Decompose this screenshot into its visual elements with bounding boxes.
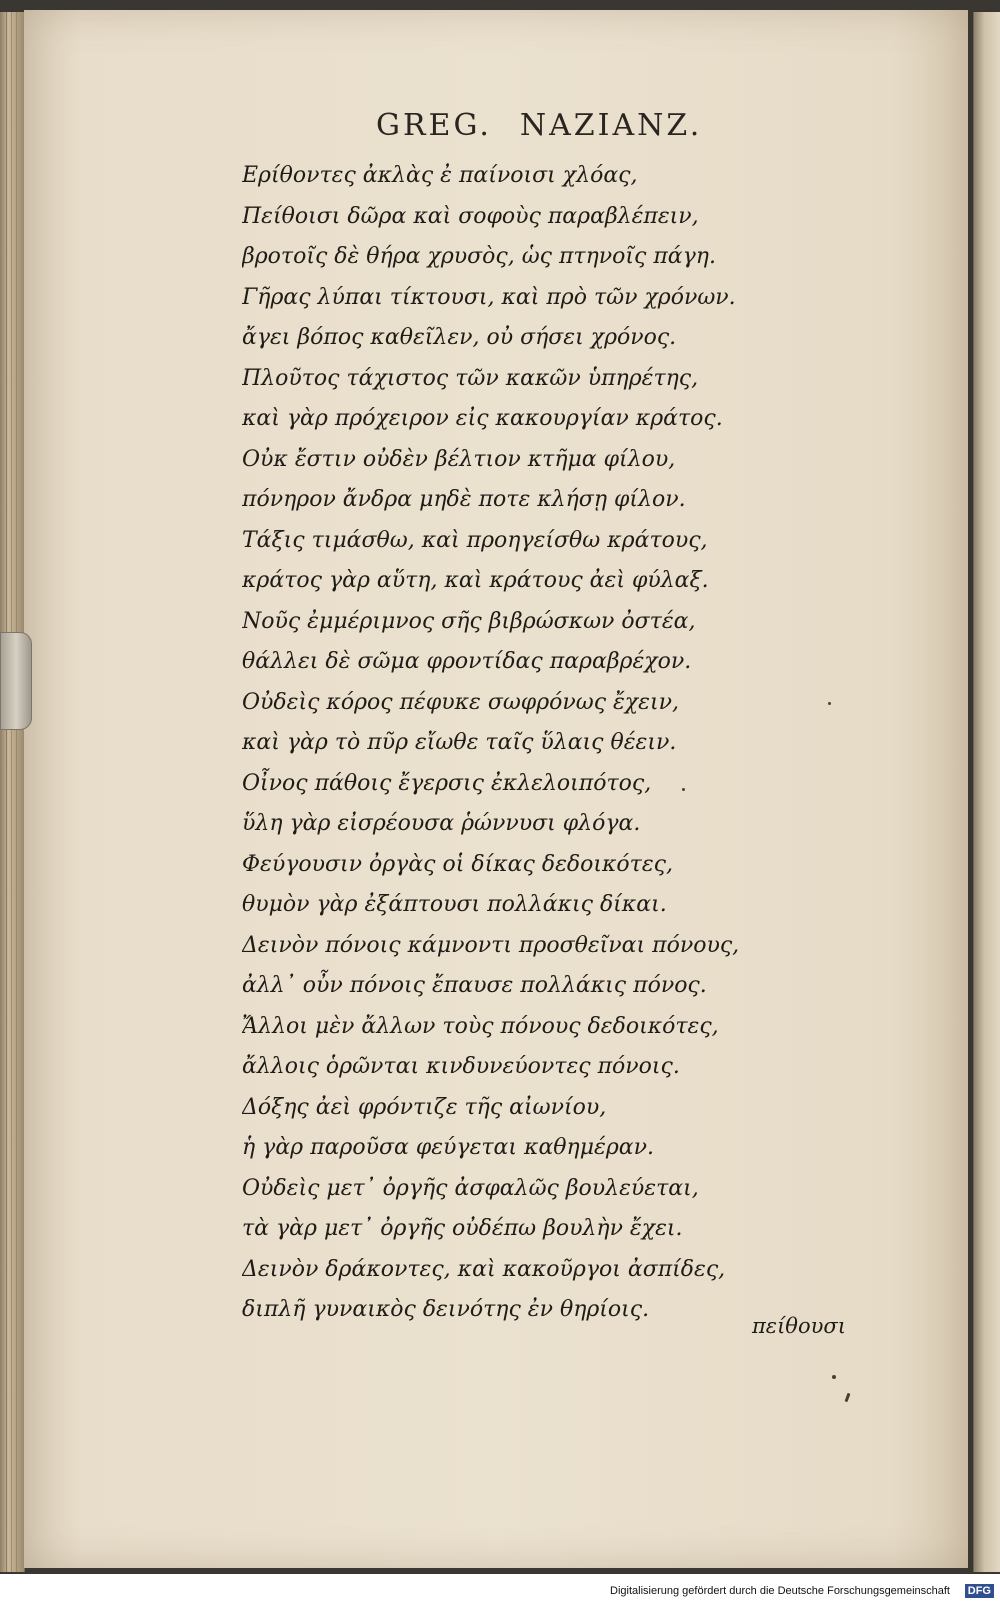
verse-line: Οἶνος πάθοις ἔγερσις ἐκλελοιπότος,: [242, 770, 652, 796]
footer-bar: [0, 1574, 1000, 1602]
running-header: [376, 108, 702, 143]
verse-line: ἡ γὰρ παροῦσα φεύγεται καθημέραν.: [242, 1135, 654, 1160]
verse-line: ἀλλ᾽ οὖν πόνοις ἔπαυσε πολλάκις πόνος.: [242, 973, 707, 998]
verse-line: Δεινὸν πόνοις κάμνοντι προσθεῖναι πόνους,: [242, 932, 740, 958]
verse-line: ἄγει βόπος καθεῖλεν, οὐ σήσει χρόνος.: [242, 325, 677, 350]
verse-line: Δόξης ἀεὶ φρόντιζε τῆς αἰωνίου,: [242, 1094, 607, 1120]
right-page-edge: [973, 12, 1000, 1572]
verse-line: βροτοῖς δὲ θήρα χρυσὸς, ὡς πτηνοῖς πάγη.: [242, 244, 716, 269]
verse-line: Τάξις τιμάσθω, καὶ προηγείσθω κράτους,: [242, 527, 708, 553]
ink-speck: [832, 1375, 836, 1379]
catchword: πείθουσι: [752, 1314, 846, 1338]
verse-line: Νοῦς ἐμμέριμνος σῆς βιβρώσκων ὀστέα,: [242, 608, 696, 634]
ink-speck: [682, 788, 685, 791]
verse-line: Οὐδεὶς κόρος πέφυκε σωφρόνως ἔχειν,: [242, 689, 679, 715]
verse-line: θάλλει δὲ σῶμα φροντίδας παραβρέχον.: [242, 649, 692, 674]
verse-line: ὕλη γὰρ εἰσρέουσα ῥώννυσι φλόγα.: [242, 811, 641, 836]
verse-line: Οὐδεὶς μετ᾽ ὀργῆς ἀσφαλῶς βουλεύεται,: [242, 1175, 699, 1201]
verse-line: Ερίθοντες ἀκλὰς ἐ παίνοισι χλόας,: [242, 163, 638, 188]
running-title-nazianz: NAZIANZ.: [519, 108, 703, 143]
left-page-stack: [0, 12, 25, 1572]
verse-line: θυμὸν γὰρ ἐξάπτουσι πολλάκις δίκαι.: [242, 892, 667, 917]
verse-line: καὶ γὰρ πρόχειρον εἰς κακουργίαν κράτος.: [242, 406, 723, 431]
verse-line: διπλῆ γυναικὸς δεινότης ἐν θηρίοις.: [242, 1297, 650, 1322]
verse-line: καὶ γὰρ τὸ πῦρ εἴωθε ταῖς ὕλαις θέειν.: [242, 730, 677, 755]
ink-speck: [828, 702, 831, 705]
book-clasp: [0, 632, 32, 730]
dfg-logo: DFG: [965, 1584, 994, 1598]
verse-line: Γῆρας λύπαι τίκτουσι, καὶ πρὸ τῶν χρόνων.: [242, 284, 736, 310]
verse-text-block: [242, 156, 772, 1331]
verse-line: κράτος γὰρ αὕτη, καὶ κράτους ἀεὶ φύλαξ.: [242, 568, 709, 593]
verse-line: Δεινὸν δράκοντες, καὶ κακοῦργοι ἀσπίδες,: [242, 1256, 726, 1282]
verse-line: Ἄλλοι μὲν ἄλλων τοὺς πόνους δεδοικότες,: [242, 1013, 719, 1039]
verse-line: τὰ γὰρ μετ᾽ ὀργῆς οὐδέπω βουλὴν ἔχει.: [242, 1216, 683, 1241]
verse-line: πόνηρον ἄνδρα μηδὲ ποτε κλήσῃ φίλον.: [242, 487, 686, 512]
running-title-greg: GREG.: [376, 108, 492, 143]
verse-line: ἄλλοις ὁρῶνται κινδυνεύοντες πόνοις.: [242, 1054, 680, 1079]
verse-line: Φεύγουσιν ὀργὰς οἱ δίκας δεδοικότες,: [242, 851, 673, 877]
footer-credit: Digitalisierung gefördert durch die Deutsche Forschungsgemeinschaft: [610, 1585, 950, 1597]
verse-line: Πείθοισι δῶρα καὶ σοφοὺς παραβλέπειν,: [242, 203, 699, 229]
verse-line: Πλοῦτος τάχιστος τῶν κακῶν ὑπηρέτης,: [242, 365, 699, 391]
verse-line: Οὐκ ἔστιν οὐδὲν βέλτιον κτῆμα φίλου,: [242, 446, 676, 472]
